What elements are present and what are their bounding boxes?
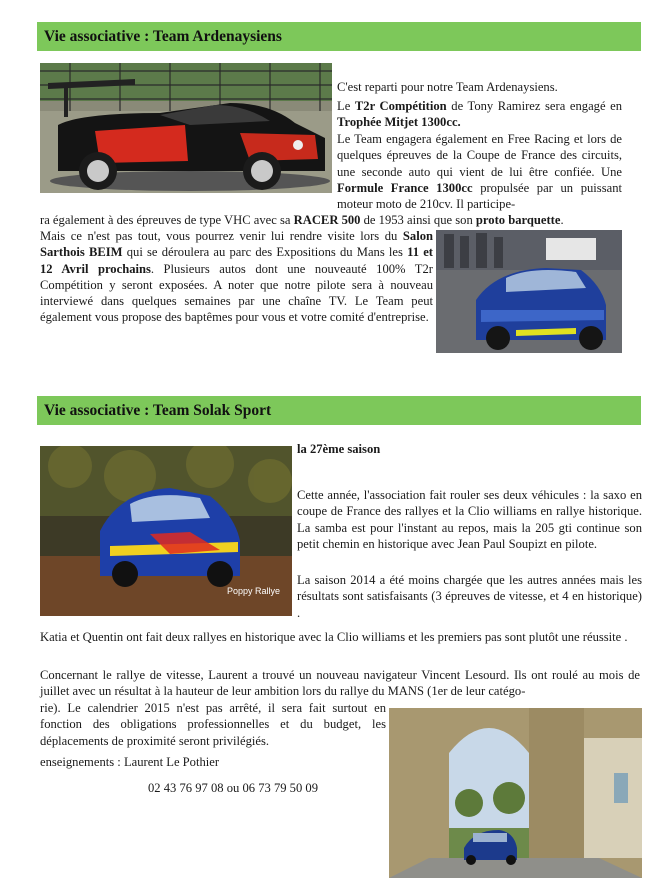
season-title: la 27ème saison <box>297 442 381 456</box>
paragraph-free-racing: Le Team engagera également en Free Racing et lors de quelques épreuves de la Coupe de France des circuits, une seconde auto qui vient de lui être confiée. Une Formule France 1300cc propulsée par un puissant moteur moto de 210cv. Il participe- <box>337 132 622 212</box>
paragraph-t2r: Le T2r Compétition de Tony Ramirez sera engagé en Trophée Mitjet 1300cc. <box>337 99 623 130</box>
paragraph-calendrier-2015: rie). Le calendrier 2015 n'est pas arrêté, il sera fait surtout en fonction des obligations professionnelles et du budget, les déplacements de proximité seront privilégiés. <box>40 701 386 748</box>
paragraph-season-2014: La saison 2014 a été moins chargée que les autres années mais les résultats sont satisfaisants (3 épreuves de vitesse, et 4 en historique) . <box>297 573 642 620</box>
section-header-team-solak-sport: Vie associative : Team Solak Sport <box>37 396 641 425</box>
contact-label: enseignements : Laurent Le Pothier <box>40 755 220 769</box>
photo-blue-race-car <box>436 230 622 353</box>
paragraph-salon: Mais ce n'est pas tout, vous pourrez venir lui rendre visite lors du Salon Sarthois BEIM qui se déroulera au parc des Expositions du Mans les 11 et 12 Avril prochains. Plusieurs autos dont une nouveauté 100% T2r Compétition y seront exposées. A noter que notre pilote sera à nouveau interviewé dans quelques semaines par une chaîne TV. Le Team peut également vous propose des baptêmes pour vous et votre comité d'entreprise. <box>40 229 433 325</box>
paragraph-vhc: ra également à des épreuves de type VHC avec sa RACER 500 de 1953 ainsi que son proto barquette. <box>40 213 564 227</box>
photo-caption-poppy-rallye: Poppy Rallye <box>227 586 281 596</box>
photo-car-through-archway <box>389 708 642 878</box>
contact-phones: 02 43 76 97 08 ou 06 73 79 50 09 <box>148 781 319 795</box>
paragraph-katia-quentin: Katia et Quentin ont fait deux rallyes en historique avec la Clio williams et les premiers pas sont plutôt une réussite . <box>40 630 628 644</box>
photo-t2r-race-car <box>40 63 332 193</box>
paragraph-vehicles: Cette année, l'association fait rouler ses deux véhicules : la saxo en coupe de France des rallyes et la Clio williams en rallye historique. La samba est pour l'instant au repos, mais la 205 gti continue son petit chemin en historique avec Jean Paul Soupizt en pilote. <box>297 488 642 551</box>
paragraph-rallye-vitesse: Concernant le rallye de vitesse, Laurent a trouvé un nouveau navigateur Vincent Lesourd. Ils ont roulé au mois de juillet avec un résultat à la hauteur de leur ambition lors du rallye du MANS (1er de leur catégo- <box>40 668 640 699</box>
photo-rally-car <box>40 446 292 616</box>
section-header-team-ardenaysiens: Vie associative : Team Ardenaysiens <box>37 22 641 51</box>
intro-text: C'est reparti pour notre Team Ardenaysiens. <box>337 80 558 94</box>
